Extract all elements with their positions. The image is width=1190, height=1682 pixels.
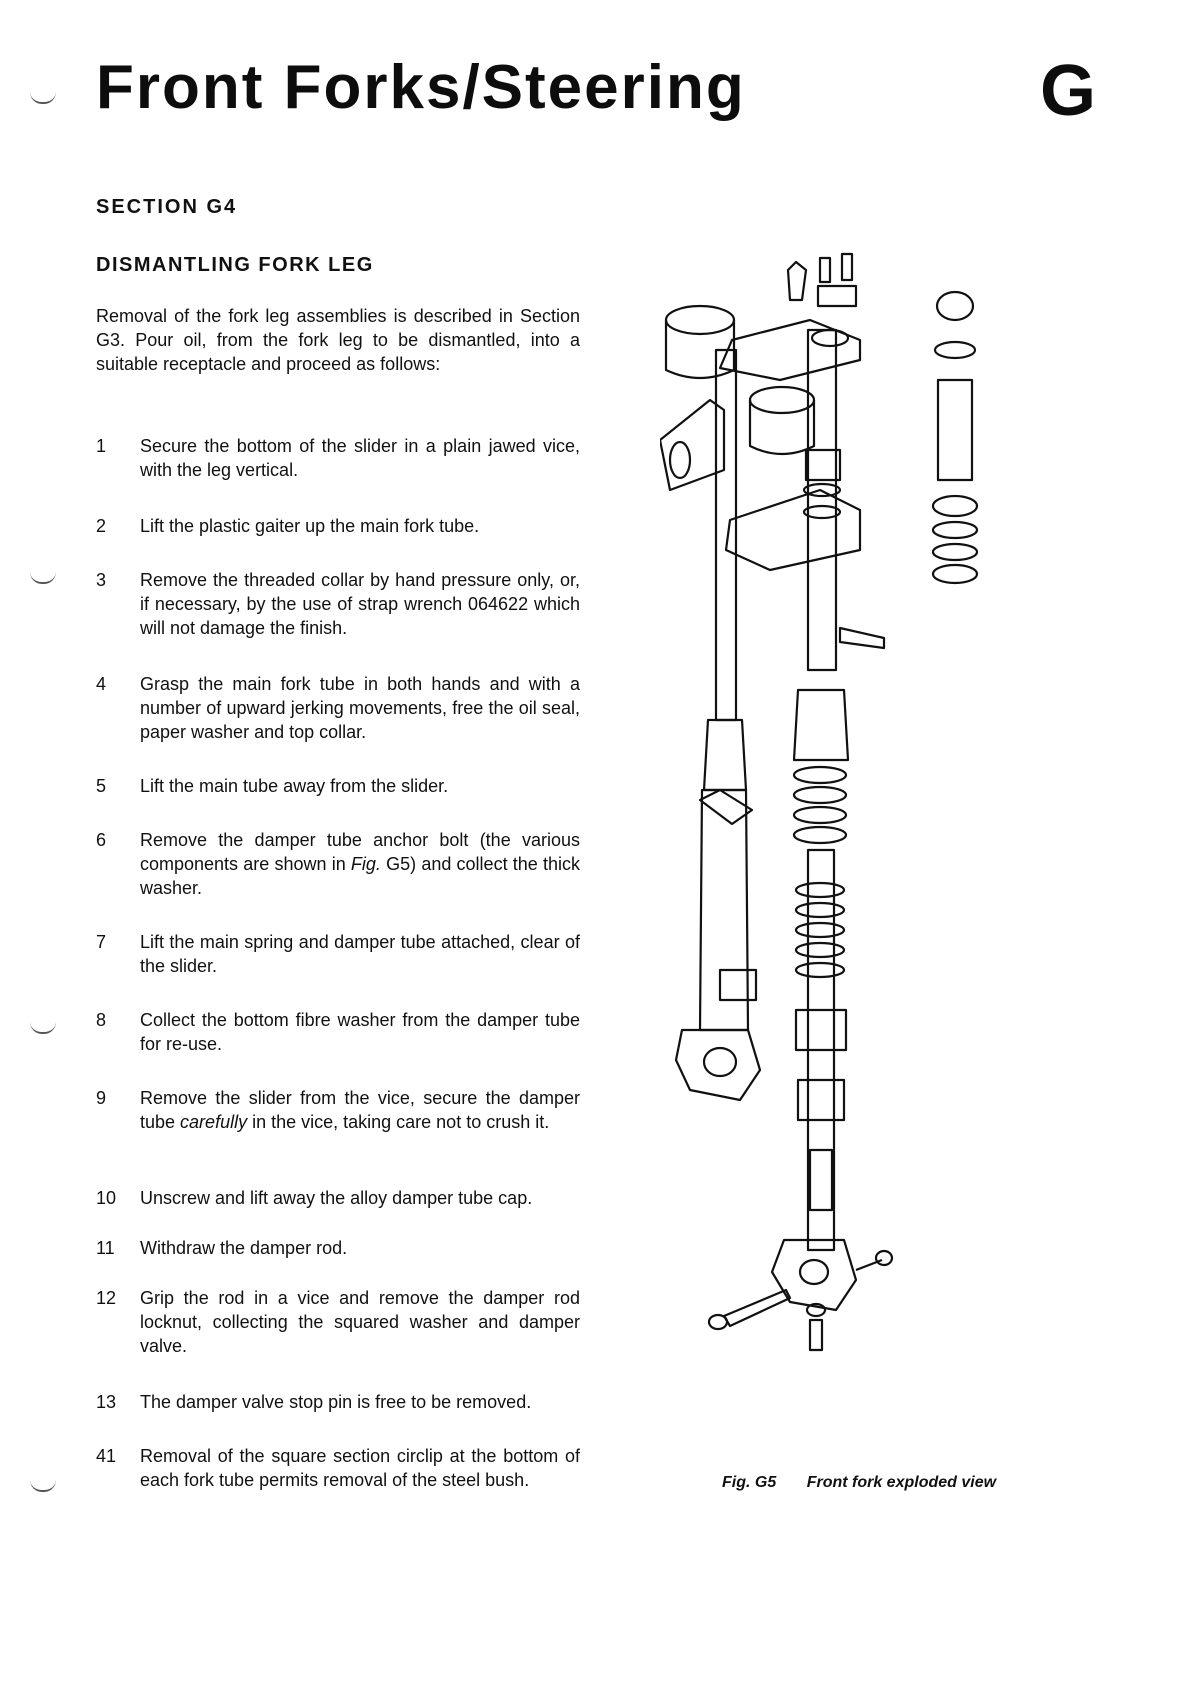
step-number: 13 — [96, 1392, 117, 1412]
figure-reference: Fig. — [350, 854, 381, 874]
step-item — [96, 514, 580, 538]
step-number: 3 — [96, 570, 107, 590]
margin-mark — [30, 572, 56, 584]
step-number: 8 — [96, 1010, 107, 1030]
step-number: 2 — [96, 516, 107, 536]
step-number: 12 — [96, 1288, 117, 1308]
step-number: 7 — [96, 932, 107, 952]
top-bolts — [788, 254, 856, 306]
step-text: Collect the bottom fibre washer from the damper tube for re-use. — [140, 1010, 580, 1054]
step-text — [140, 828, 580, 900]
step-text-part: Remove the damper tube anchor bolt (the various components are shown in — [140, 830, 580, 874]
figure-caption-text: Front fork exploded view — [806, 1474, 997, 1491]
fork-exploded-diagram — [660, 250, 1070, 1440]
step-text: Lift the main spring and damper tube attached, clear of the slider. — [140, 932, 580, 976]
step-number: 11 — [96, 1238, 115, 1258]
step-text: Grasp the main fork tube in both hands and with a number of upward jerking movements, free the oil seal, paper washer and top collar. — [140, 674, 580, 742]
step-item — [96, 1236, 580, 1260]
margin-mark — [30, 92, 56, 104]
step-item — [96, 774, 580, 798]
step-item — [96, 1390, 580, 1414]
step-text-part: in the vice, taking care not to crush it. — [247, 1112, 550, 1132]
step-number: 10 — [96, 1188, 117, 1208]
step-text: Grip the rod in a vice and remove the damper rod locknut, collecting the squared washer and damper valve. — [140, 1288, 580, 1356]
figure-label: Fig. G5 — [722, 1474, 777, 1491]
step-text: Unscrew and lift away the alloy damper tube cap. — [140, 1188, 533, 1208]
step-number: 4 — [96, 674, 107, 694]
step-text-part: G5) and collect the thick washer. — [140, 854, 580, 898]
section-heading: DISMANTLING FORK LEG — [96, 254, 374, 276]
margin-mark — [30, 1022, 56, 1034]
step-item — [96, 930, 580, 978]
section-letter: G — [1040, 51, 1097, 131]
step-item — [96, 1444, 580, 1492]
step-number: 41 — [96, 1446, 117, 1466]
page-title: Front Forks/Steering — [96, 53, 746, 122]
margin-mark — [30, 1480, 56, 1492]
step-item — [96, 568, 580, 640]
intro-paragraph: Removal of the fork leg assemblies is described in Section G3. Pour oil, from the fork leg to be dismantled, into a suitable receptacle and proceed as follows: — [96, 306, 580, 374]
step-number: 9 — [96, 1088, 107, 1108]
step-item — [96, 1086, 580, 1134]
emphasis-text: carefully — [180, 1112, 248, 1132]
step-number: 5 — [96, 776, 107, 796]
step-text: Lift the main tube away from the slider. — [140, 776, 449, 796]
step-item — [96, 1008, 580, 1056]
step-text: The damper valve stop pin is free to be removed. — [140, 1392, 532, 1412]
step-text: Removal of the square section circlip at the bottom of each fork tube permits removal of the steel bush. — [140, 1446, 580, 1490]
section-code: SECTION G4 — [96, 196, 238, 218]
step-number: 1 — [96, 436, 107, 456]
step-item — [96, 672, 580, 744]
step-number: 6 — [96, 830, 107, 850]
step-text-part: Remove the slider from the vice, secure the damper tube — [140, 1088, 580, 1132]
step-text: Withdraw the damper rod. — [140, 1238, 348, 1258]
step-text: Remove the threaded collar by hand pressure only, or, if necessary, by the use of strap wrench 064622 which will not damage the finish. — [140, 570, 580, 638]
step-item — [96, 1286, 580, 1358]
step-item — [96, 828, 580, 900]
step-text — [140, 1086, 580, 1134]
step-item — [96, 434, 580, 482]
step-text: Lift the plastic gaiter up the main fork tube. — [140, 516, 480, 536]
figure-caption — [722, 1474, 996, 1492]
step-item — [96, 1186, 580, 1210]
step-text: Secure the bottom of the slider in a plain jawed vice, with the leg vertical. — [140, 436, 580, 480]
